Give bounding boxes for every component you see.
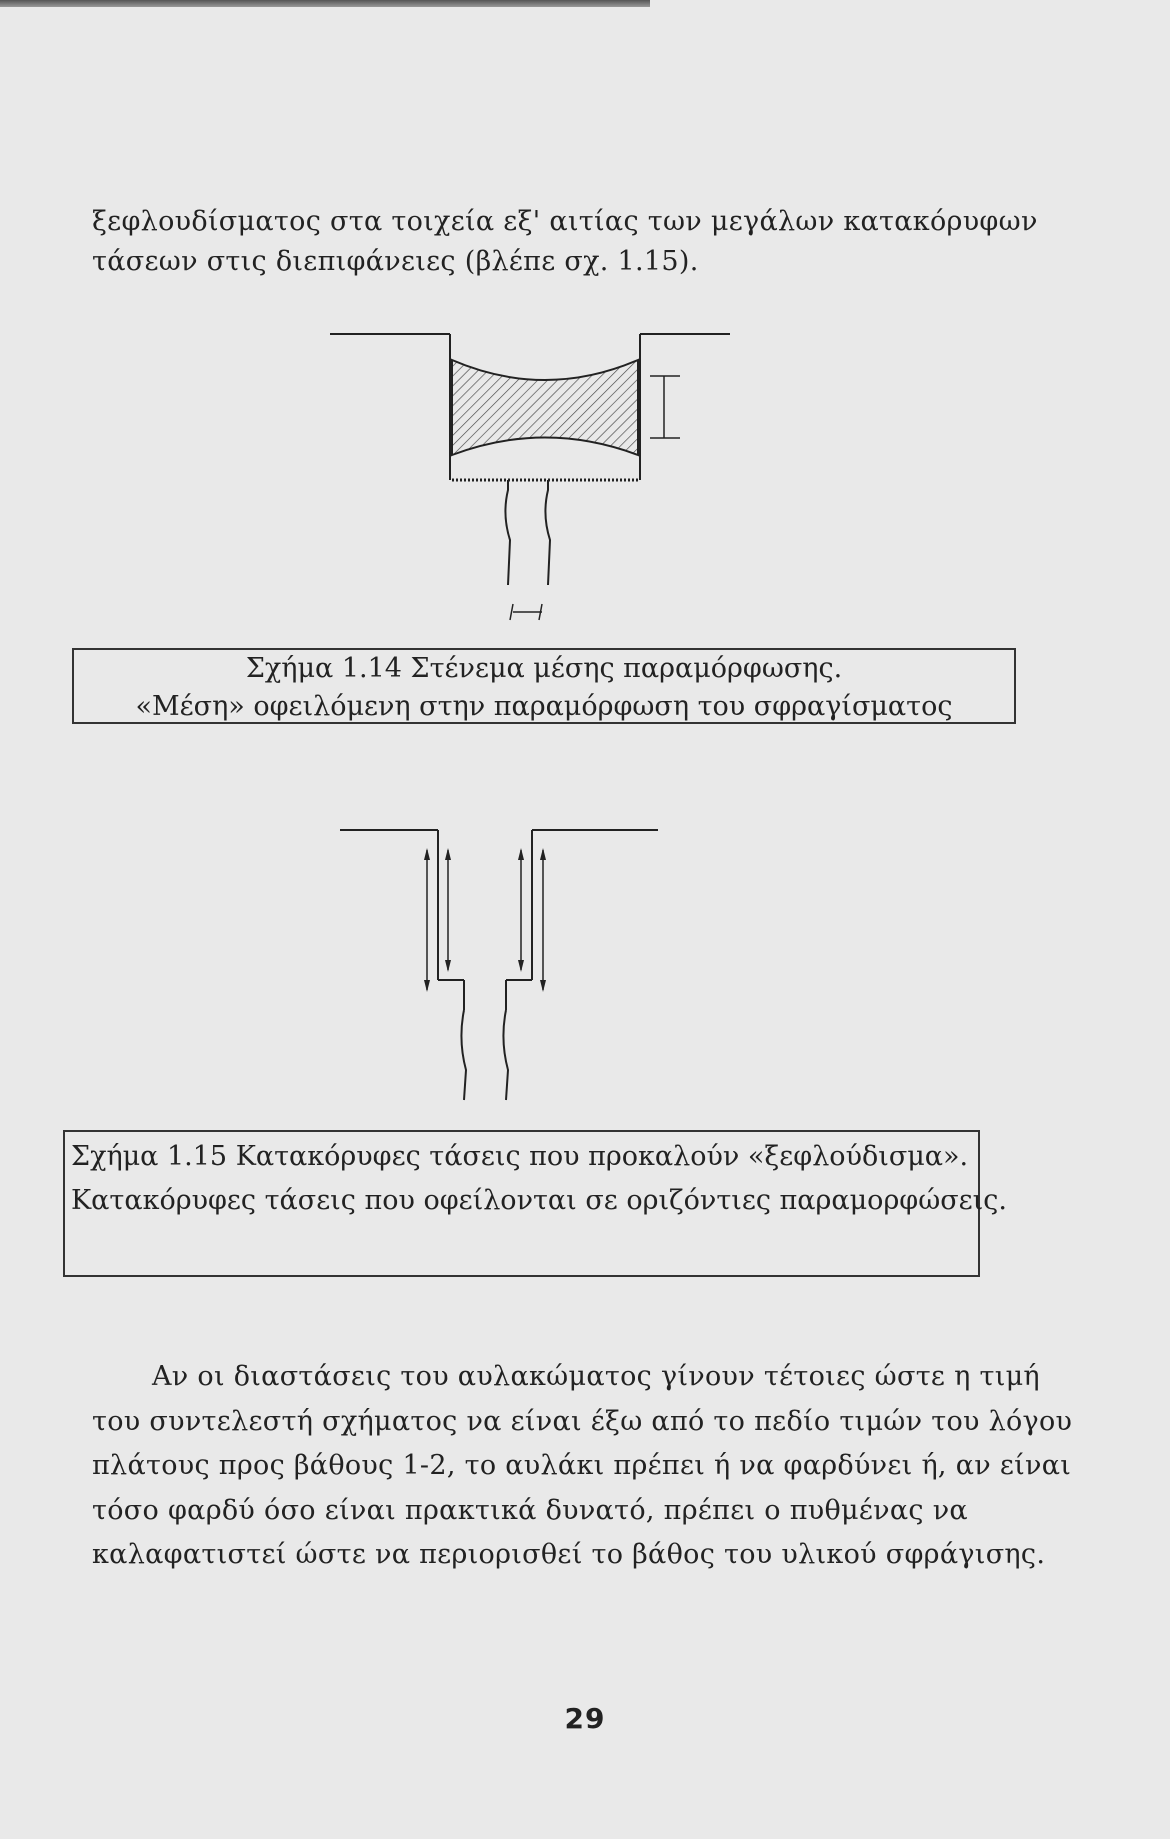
intro-line: ξεφλουδίσματος στα τοιχεία εξ' αιτίας των μεγάλων κατακόρυφων xyxy=(92,206,1038,237)
body-line: τόσο φαρδύ όσο είναι πρακτικά δυνατό, πρέπει ο πυθμένας να xyxy=(92,1494,968,1526)
caption-line: Σχήμα 1.15 Κατακόρυφες τάσεις που προκαλούν «ξεφλούδισμα». xyxy=(71,1141,969,1172)
intro-line: τάσεων στις διεπιφάνειες (βλέπε σχ. 1.15). xyxy=(92,246,699,277)
body-line: καλαφατιστεί ώστε να περιορισθεί το βάθος του υλικού σφράγισης. xyxy=(92,1539,1046,1570)
caption-line: Κατακόρυφες τάσεις που οφείλονται σε οριζόντιες παραμορφώσεις. xyxy=(71,1185,1007,1216)
caption-line: «Μέση» οφειλόμενη στην παραμόρφωση του σφραγίσματος xyxy=(135,691,953,722)
scan-edge-line xyxy=(0,0,650,7)
figure-1-15-diagram xyxy=(340,820,680,1110)
figure-1-14-caption xyxy=(72,648,1016,724)
body-line: του συντελεστή σχήματος να είναι έξω από το πεδίο τιμών του λόγου xyxy=(92,1405,1073,1437)
figure-1-14-diagram xyxy=(330,330,750,630)
figure-1-15-caption xyxy=(63,1130,1007,1277)
intro-paragraph xyxy=(92,202,1038,282)
page-number: 29 xyxy=(564,1702,606,1735)
caption-line: Σχήμα 1.14 Στένεμα μέσης παραμόρφωσης. xyxy=(245,653,843,684)
body-line: πλάτους προς βάθους 1-2, το αυλάκι πρέπει ή να φαρδύνει ή, αν είναι xyxy=(92,1450,1072,1481)
body-paragraph xyxy=(92,1355,1073,1578)
body-line: Αν οι διαστάσεις του αυλακώματος γίνουν τέτοιες ώστε η τιμή xyxy=(152,1361,1040,1392)
